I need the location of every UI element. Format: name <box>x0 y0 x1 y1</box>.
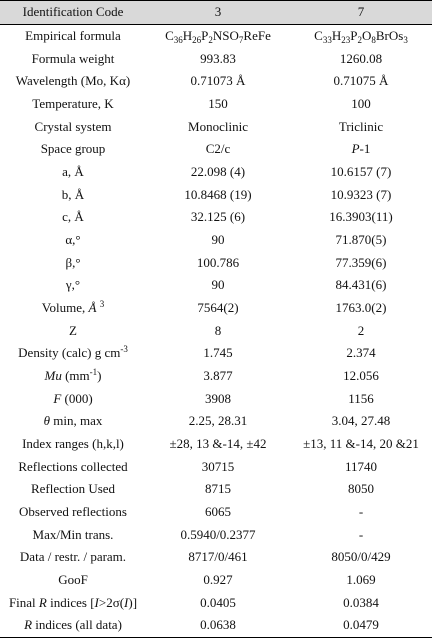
value-compound-3: 90 <box>211 232 225 248</box>
value-compound-7: $C_{33}H_{23}P_2O_8BrOs_3$ <box>314 28 408 44</box>
table-row <box>0 342 432 365</box>
value-compound-3: C2/c <box>205 141 231 157</box>
value-compound-7: 1763.0(2) <box>335 300 387 316</box>
table-body <box>0 25 432 637</box>
table-row <box>0 274 432 297</box>
row-label: Z <box>69 322 77 338</box>
table-row <box>0 93 432 116</box>
value-compound-3: 8715 <box>205 481 231 497</box>
row-label: Final R indices [I>2σ(I)] <box>8 594 138 610</box>
value-compound-3: 3908 <box>205 390 231 406</box>
value-compound-7: 2 <box>357 322 365 338</box>
table-row <box>0 206 432 229</box>
value-compound-3: 90 <box>211 277 225 293</box>
table-row <box>0 115 432 138</box>
value-compound-3: 32.125 (6) <box>190 209 246 225</box>
table-row <box>0 523 432 546</box>
row-label: R indices (all data) <box>24 617 122 633</box>
value-compound-7: 8050 <box>348 481 374 497</box>
value-compound-3: 0.5940/0.2377 <box>180 526 256 542</box>
row-label: θ min, max <box>43 413 103 429</box>
value-compound-3: 30715 <box>201 458 235 474</box>
value-compound-7: 0.0384 <box>343 594 379 610</box>
table-row <box>0 229 432 252</box>
row-label: Volume, Å $^3$ <box>41 300 105 316</box>
row-label: Observed reflections <box>19 504 127 520</box>
value-compound-3: ±28, 13 &-14, ±42 <box>169 436 267 452</box>
value-compound-3: 10.8468 (19) <box>184 186 252 202</box>
value-compound-7: 10.6157 (7) <box>330 164 392 180</box>
value-compound-3: 100.786 <box>196 254 240 270</box>
table-row <box>0 501 432 524</box>
value-compound-3: Monoclinic <box>188 118 248 134</box>
row-label: Density (calc) g $cm^{-3}$ <box>18 345 128 361</box>
row-label: Index ranges (h,k,l) <box>22 436 124 452</box>
value-compound-7: 0.0479 <box>343 617 379 633</box>
value-compound-3: 0.0638 <box>200 617 236 633</box>
table-row <box>0 410 432 433</box>
row-label: c, Å <box>62 209 84 225</box>
table-row <box>0 365 432 388</box>
value-compound-7: 10.9323 (7) <box>330 186 392 202</box>
value-compound-7: - <box>358 504 364 520</box>
value-compound-3: 1.745 <box>203 345 233 361</box>
row-label: γ,° <box>65 277 81 293</box>
value-compound-7: 1156 <box>348 390 374 406</box>
value-compound-7: 2.374 <box>346 345 376 361</box>
value-compound-3: 993.83 <box>200 50 236 66</box>
value-compound-7: 77.359(6) <box>335 254 387 270</box>
row-label: β,° <box>65 254 81 270</box>
row-label: Space group <box>40 141 106 157</box>
table-row <box>0 433 432 456</box>
header-col-7: 7 <box>357 4 365 20</box>
value-compound-3: 0.71073 Å <box>190 73 246 89</box>
value-compound-7: Triclinic <box>338 118 384 134</box>
value-compound-7: 8050/0/429 <box>331 549 391 565</box>
value-compound-7: 11740 <box>344 458 378 474</box>
row-label: Wavelength (Mo, Kα) <box>15 73 131 89</box>
row-label: Reflection Used <box>30 481 116 497</box>
row-label: a, Å <box>62 164 84 180</box>
table-row <box>0 183 432 206</box>
table-row <box>0 569 432 592</box>
row-label: Data / restr. / param. <box>19 549 127 565</box>
value-compound-7: 1.069 <box>346 572 376 588</box>
header-row <box>0 1 432 24</box>
table-row <box>0 387 432 410</box>
row-label: Temperature, K <box>32 96 114 112</box>
value-compound-3: 7564(2) <box>197 300 239 316</box>
table-row <box>0 161 432 184</box>
value-compound-7: 16.3903(11) <box>329 209 393 225</box>
row-label: b, Å <box>61 186 85 202</box>
table-row <box>0 478 432 501</box>
table-row <box>0 455 432 478</box>
value-compound-3: 3.877 <box>203 368 233 384</box>
value-compound-7: 71.870(5) <box>335 232 387 248</box>
table-row <box>0 591 432 614</box>
value-compound-7: ±13, 11 &-14, 20 &21 <box>303 436 419 452</box>
row-label: Formula weight <box>31 50 115 66</box>
value-compound-3: 150 <box>208 96 228 112</box>
table-row <box>0 297 432 320</box>
value-compound-7: - <box>358 526 364 542</box>
value-compound-7: 100 <box>351 96 371 112</box>
value-compound-3: $C_{36}H_{26}P_2NSO_7ReFe$ <box>165 28 271 44</box>
row-label: Max/Min trans. <box>32 526 114 542</box>
row-label: Reflections collected <box>18 458 128 474</box>
table-row <box>0 138 432 161</box>
table-row <box>0 251 432 274</box>
table-row <box>0 546 432 569</box>
value-compound-7: 0.71075 Å <box>333 73 389 89</box>
value-compound-7: 3.04, 27.48 <box>331 413 391 429</box>
value-compound-7: 1260.08 <box>339 50 383 66</box>
table-row <box>0 47 432 70</box>
value-compound-3: 6065 <box>205 504 231 520</box>
value-compound-7: P-1 <box>351 141 371 157</box>
header-label: Identification Code <box>22 4 124 20</box>
value-compound-3: 0.927 <box>203 572 233 588</box>
value-compound-3: 22.098 (4) <box>190 164 246 180</box>
value-compound-3: 8 <box>214 322 222 338</box>
row-label: F (000) <box>53 390 93 406</box>
table-row <box>0 25 432 48</box>
header-col-3: 3 <box>214 4 222 20</box>
value-compound-3: 8717/0/461 <box>188 549 248 565</box>
value-compound-3: 2.25, 28.31 <box>188 413 248 429</box>
row-label: GooF <box>58 572 88 588</box>
value-compound-3: 0.0405 <box>200 594 236 610</box>
value-compound-7: 12.056 <box>343 368 379 384</box>
bottom-rule <box>0 637 432 638</box>
row-label: Mu $(mm^{-1})$ <box>44 368 102 384</box>
table-row <box>0 614 432 637</box>
row-label: Empirical formula <box>25 28 121 43</box>
row-label: Crystal system <box>34 118 112 134</box>
value-compound-7: 84.431(6) <box>335 277 387 293</box>
row-label: α,° <box>65 232 81 248</box>
table-row <box>0 70 432 93</box>
table-row <box>0 319 432 342</box>
